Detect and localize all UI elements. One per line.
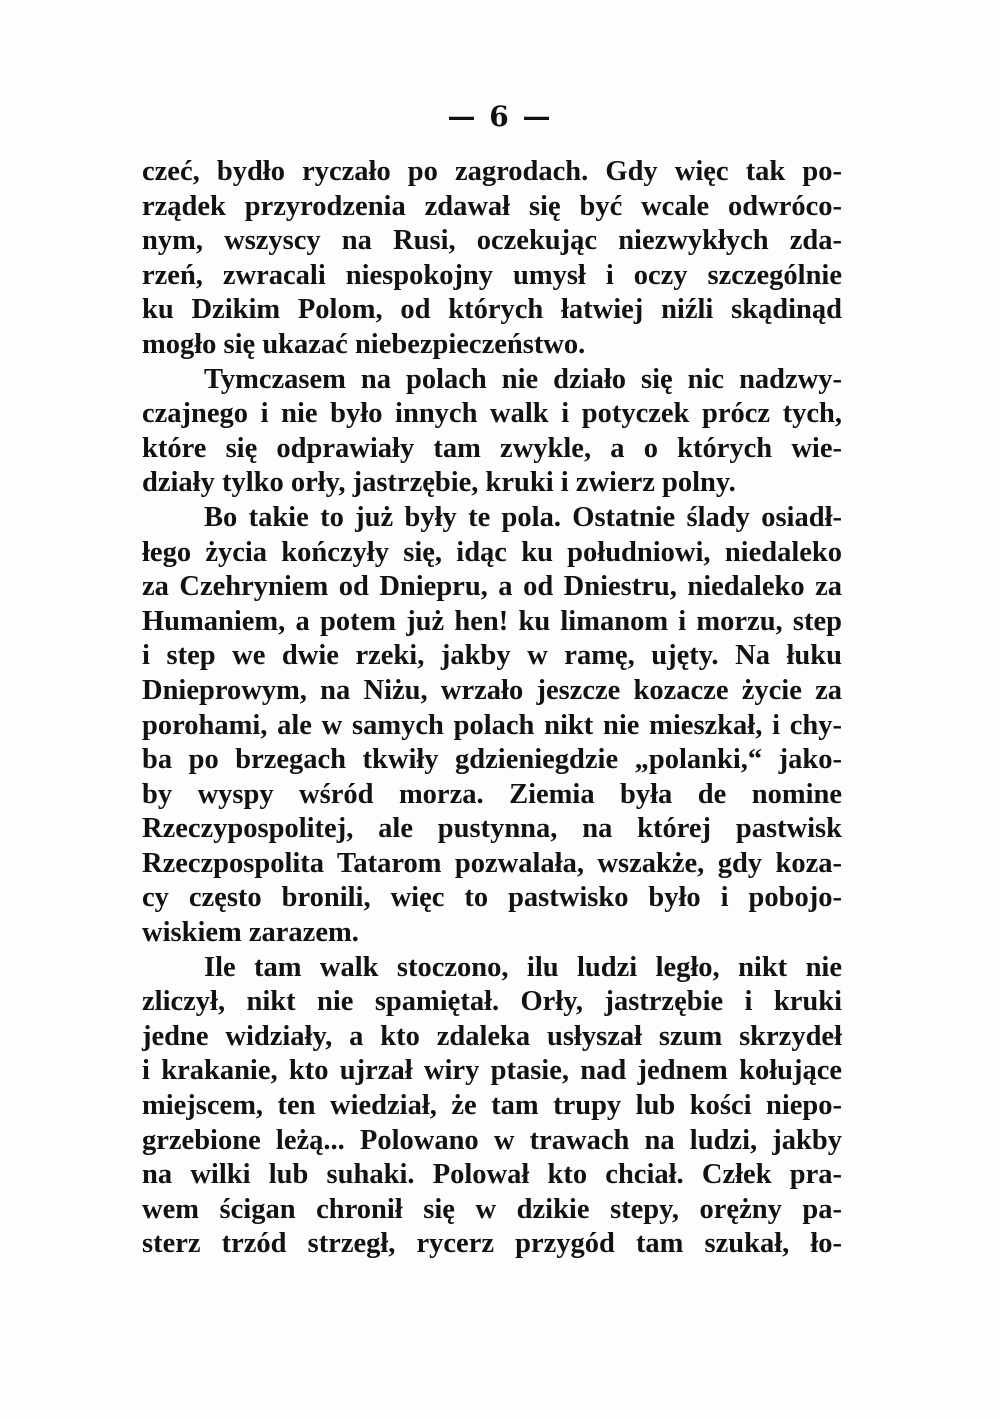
body-text — [142, 155, 842, 1262]
text-line: Dnieprowym, na Niżu, wrzało jeszcze kozacze życie za — [142, 674, 842, 706]
text-line: czajnego i nie było innych walk i potyczek prócz tych, — [142, 398, 842, 430]
text-line: miejscem, ten wiedział, że tam trupy lub kości niepo- — [142, 1090, 842, 1122]
text-line: nym, wszyscy na Rusi, oczekując niezwykłych zda- — [142, 225, 842, 257]
text-line: rządek przyrodzenia zdawał się być wcale odwróco- — [142, 190, 842, 222]
text-line: ba po brzegach tkwiły gdzieniegdzie „polanki,“ jako- — [142, 744, 842, 776]
text-line: Tymczasem na polach nie działo się nic nadzwy- — [204, 363, 842, 395]
text-line: zliczył, nikt nie spamiętał. Orły, jastrzębie i kruki — [142, 986, 842, 1018]
text-line: i step we dwie rzeki, jakby w ramę, ujęty. Na łuku — [142, 640, 842, 672]
text-line: grzebione leżą... Polowano w trawach na ludzi, jakby — [142, 1124, 842, 1156]
text-line: ku Dzikim Polom, od których łatwiej niźli skądinąd — [142, 294, 842, 326]
text-line: które się odprawiały tam zwykle, a o których wie- — [142, 432, 842, 464]
text-line: Bo takie to już były te pola. Ostatnie ślady osiadł- — [204, 501, 842, 533]
page-number-header: — 6 — — [447, 100, 553, 133]
text-line: sterz trzód strzegł, rycerz przygód tam szukał, ło- — [142, 1228, 842, 1260]
text-line: Rzeczypospolitej, ale pustynna, na której pastwisk — [142, 813, 842, 845]
text-line: Humaniem, a potem już hen! ku limanom i morzu, step — [142, 605, 842, 637]
text-line: mogło się ukazać niebezpieczeństwo. — [142, 328, 586, 360]
text-line: porohami, ale w samych polach nikt nie mieszkał, i chy- — [142, 709, 842, 741]
text-line: i krakanie, kto ujrzał wiry ptasie, nad jednem kołujące — [142, 1055, 842, 1087]
text-line: na wilki lub suhaki. Polował kto chciał. Człek pra- — [142, 1159, 842, 1191]
text-line: działy tylko orły, jastrzębie, kruki i zwierz polny. — [142, 467, 736, 499]
text-line: Ile tam walk stoczono, ilu ludzi legło, nikt nie — [204, 951, 842, 983]
text-line: cy często bronili, więc to pastwisko było i pobojo- — [142, 882, 842, 914]
text-line: rzeń, zwracali niespokojny umysł i oczy szczególnie — [142, 259, 842, 291]
text-line: łego życia kończyły się, idąc ku południowi, niedaleko — [142, 536, 842, 568]
text-line: jedne widziały, a kto zdaleka usłyszał szum skrzydeł — [142, 1020, 842, 1052]
text-line: wiskiem zarazem. — [142, 917, 359, 949]
text-line: by wyspy wśród morza. Ziemia była de nomine — [142, 778, 842, 810]
text-line: Rzeczpospolita Tatarom pozwalała, wszakże, gdy koza- — [142, 847, 842, 879]
text-line: czeć, bydło ryczało po zagrodach. Gdy więc tak po- — [142, 156, 842, 187]
text-line: wem ścigan chronił się w dzikie stepy, orężny pa- — [142, 1193, 842, 1225]
text-line: za Czehryniem od Dniepru, a od Dniestru, niedaleko za — [142, 571, 842, 603]
